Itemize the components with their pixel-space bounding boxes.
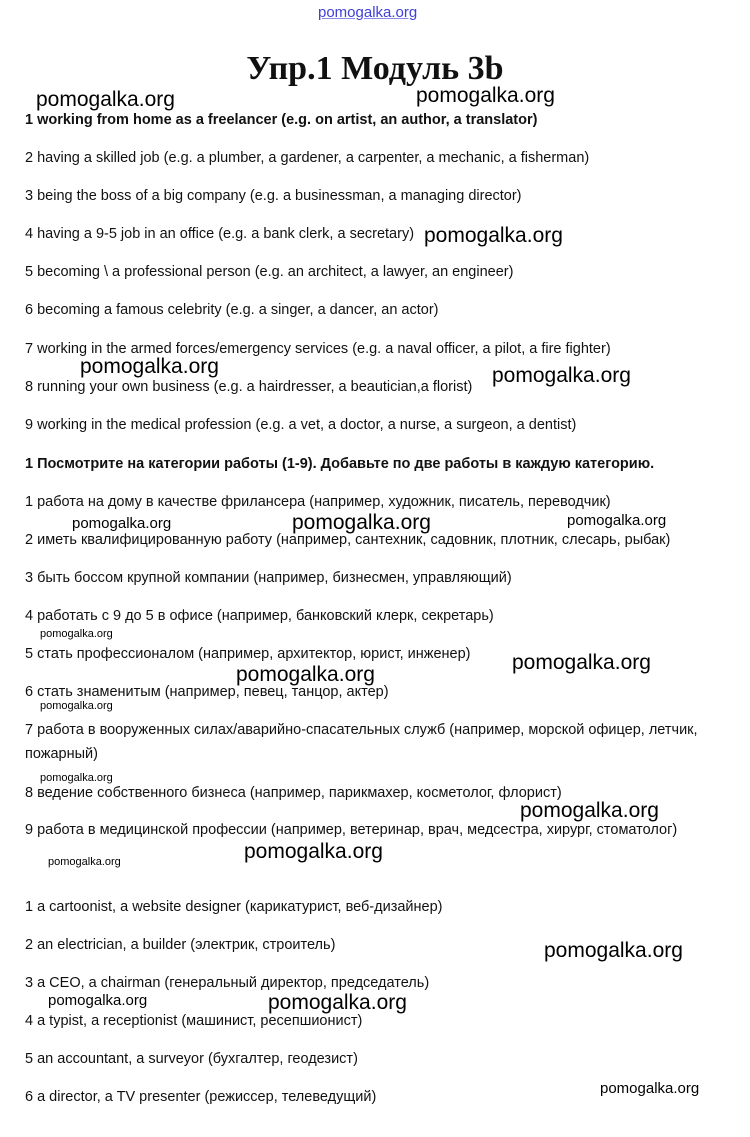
russian-item: 3 быть боссом крупной компании (например, бизнесмен, управляющий) [25, 570, 512, 586]
russian-item: 7 работа в вооруженных силах/аварийно-спасательных служб (например, морской офицер, летчик, пожарный) [25, 722, 698, 762]
watermark: pomogalka.org [236, 663, 375, 686]
watermark: pomogalka.org [512, 651, 651, 674]
watermark: pomogalka.org [40, 700, 113, 712]
watermark-link[interactable]: pomogalka.org [318, 4, 418, 21]
watermark: pomogalka.org [48, 856, 121, 868]
watermark: pomogalka.org [268, 991, 407, 1014]
russian-item: 6 стать знаменитым (например, певец, танцор, актер) [25, 684, 389, 700]
answer-item: 3 a CEO, a chairman (генеральный директор, председатель) [25, 975, 430, 991]
english-item: 1 working from home as a freelancer (e.g. on artist, an author, a translator) [25, 112, 538, 128]
watermark: pomogalka.org [40, 772, 113, 784]
english-item: 4 having a 9-5 job in an office (e.g. a bank clerk, a secretary) [25, 226, 415, 242]
watermark: pomogalka.org [492, 364, 631, 387]
english-item: 2 having a skilled job (e.g. a plumber, a gardener, a carpenter, a mechanic, a fisherman) [25, 150, 590, 166]
english-item: 9 working in the medical profession (e.g. a vet, a doctor, a nurse, a surgeon, a dentist) [25, 417, 577, 433]
answer-item: 5 an accountant, a surveyor (бухгалтер, геодезист) [25, 1051, 358, 1067]
english-item: 5 becoming \ a professional person (e.g. an architect, a lawyer, an engineer) [25, 264, 514, 280]
page-title: Упр.1 Модуль 3b [246, 50, 504, 87]
watermark: pomogalka.org [48, 992, 148, 1009]
watermark: pomogalka.org [544, 939, 683, 962]
russian-item: 9 работа в медицинской профессии (например, ветеринар, врач, медсестра, хирург, стоматолог) [25, 822, 678, 838]
answer-item: 6 a director, a TV presenter (режиссер, телеведущий) [25, 1089, 377, 1105]
watermark: pomogalka.org [72, 515, 172, 532]
watermark: pomogalka.org [424, 224, 563, 247]
answer-item: 2 an electrician, a builder (электрик, строитель) [25, 937, 336, 953]
watermark: pomogalka.org [244, 840, 383, 863]
russian-item: 8 ведение собственного бизнеса (например, парикмахер, косметолог, флорист) [25, 785, 562, 801]
answer-item: 1 a cartoonist, a website designer (карикатурист, веб-дизайнер) [25, 899, 443, 915]
watermark: pomogalka.org [36, 88, 175, 111]
english-item: 6 becoming a famous celebrity (e.g. a singer, a dancer, an actor) [25, 302, 439, 318]
answer-item: 4 a typist, a receptionist (машинист, ресепшионист) [25, 1013, 363, 1029]
russian-item: 1 работа на дому в качестве фрилансера (например, художник, писатель, переводчик) [25, 494, 611, 510]
russian-item: 5 стать профессионалом (например, архитектор, юрист, инженер) [25, 646, 471, 662]
english-item: 8 running your own business (e.g. a hairdresser, a beautician,a florist) [25, 379, 473, 395]
english-item: 7 working in the armed forces/emergency services (e.g. a naval officer, a pilot, a fire fighter) [25, 341, 611, 357]
english-item: 3 being the boss of a big company (e.g. a businessman, a managing director) [25, 188, 522, 204]
watermark: pomogalka.org [292, 511, 431, 534]
watermark: pomogalka.org [600, 1080, 700, 1097]
watermark: pomogalka.org [416, 84, 555, 107]
watermark: pomogalka.org [40, 628, 113, 640]
task-heading: 1 Посмотрите на категории работы (1-9). Добавьте по две работы в каждую категорию. [25, 456, 655, 472]
russian-item: 4 работать с 9 до 5 в офисе (например, банковский клерк, секретарь) [25, 608, 494, 624]
watermark: pomogalka.org [520, 799, 659, 822]
watermark: pomogalka.org [80, 355, 219, 378]
watermark: pomogalka.org [567, 512, 667, 529]
russian-item: 2 иметь квалифицированную работу (например, сантехник, садовник, плотник, слесарь, рыбак) [25, 532, 671, 548]
